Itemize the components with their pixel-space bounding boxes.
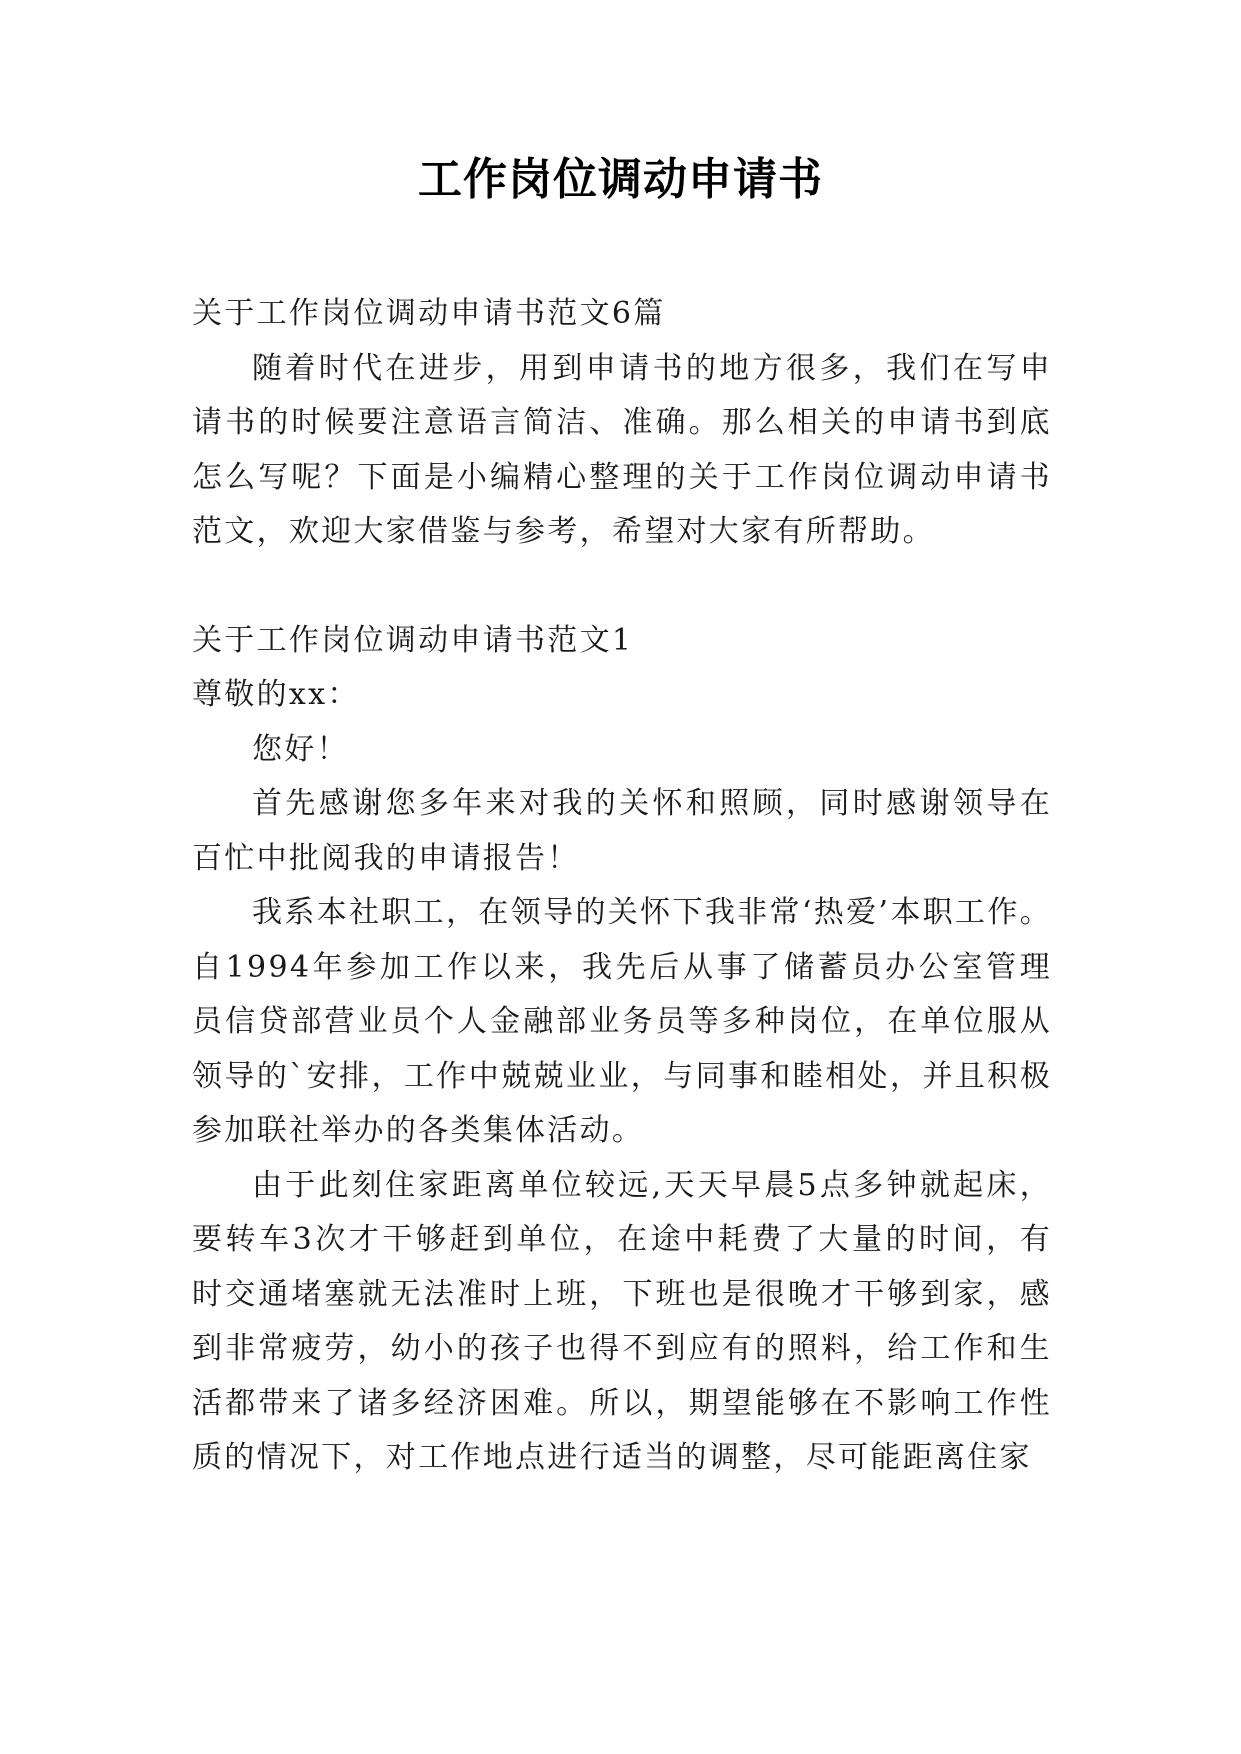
document-body — [192, 287, 1052, 1486]
greeting: 您好！ — [252, 731, 349, 767]
document-title: 工作岗位调动申请书 — [418, 154, 823, 205]
salutation: 尊敬的xx： — [192, 677, 360, 712]
body-paragraph: 首先感谢您多年来对我的关怀和照顾，同时感谢领导在百忙中批阅我的申请报告！ — [192, 786, 1052, 876]
body-paragraph: 我系本社职工，在领导的关怀下我非常‘热爱’本职工作。自1994年参加工作以来，我先后从事了储蓄员办公室管理员信贷部营业员个人金融部业务员等多种岗位，在单位服从领导的`安排，工作中兢兢业业，与同事和睦相处，并且积极参加联社举办的各类集体活动。 — [192, 895, 1052, 1148]
body-paragraph: 由于此刻住家距离单位较远,天天早晨5点多钟就起床，要转车3次才干够赶到单位，在途中耗费了大量的时间，有时交通堵塞就无法准时上班，下班也是很晚才干够到家，感到非常疲劳，幼小的孩子也得不到应有的照料，给工作和生活都带来了诸多经济困难。所以，期望能够在不影响工作性质的情况下，对工作地点进行适当的调整，尽可能距离住家 — [192, 1167, 1052, 1475]
intro-paragraph: 随着时代在进步，用到申请书的地方很多，我们在写申请书的时候要注意语言简洁、准确。那么相关的申请书到底怎么写呢？下面是小编精心整理的关于工作岗位调动申请书范文，欢迎大家借鉴与参考，希望对大家有所帮助。 — [192, 350, 1052, 549]
section-heading: 关于工作岗位调动申请书范文1 — [192, 622, 634, 658]
document-subtitle: 关于工作岗位调动申请书范文6篇 — [192, 296, 666, 331]
